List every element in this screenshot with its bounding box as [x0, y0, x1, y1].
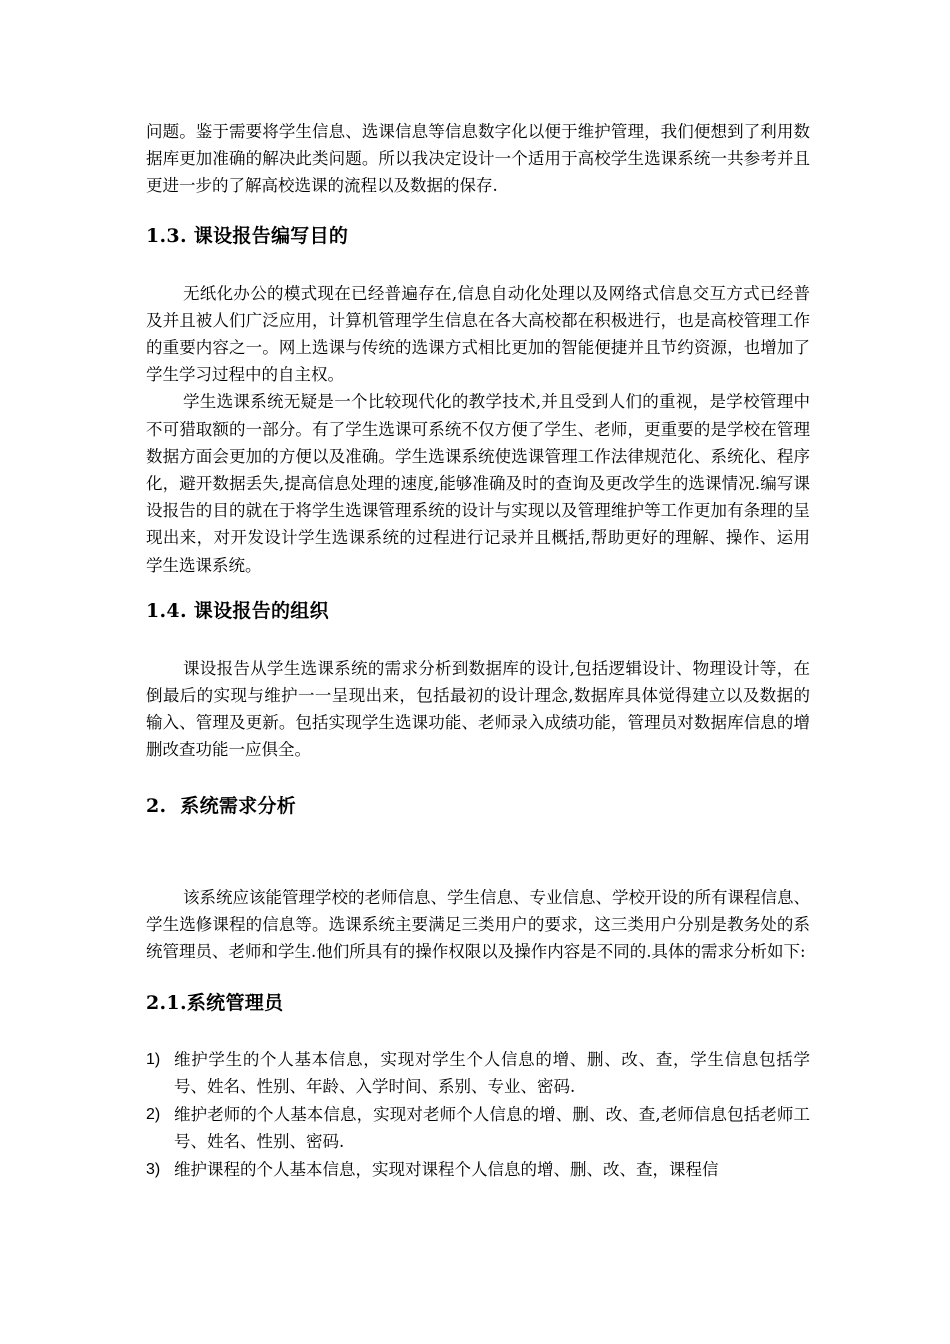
section-1-4-title: 课设报告的组织 — [193, 599, 329, 622]
section-2-heading — [146, 792, 810, 820]
list-item-text: 维护学生的个人基本信息，实现对学生个人信息的增、删、改、查，学生信息包括学号、姓名、性别、年龄、入学时间、系别、专业、密码. — [174, 1050, 810, 1096]
list-item-marker: 2) — [146, 1106, 161, 1124]
section-1-4-paragraph-1: 课设报告从学生选课系统的需求分析到数据库的设计,包括逻辑设计、物理设计等，在倒最后的实现与维护一一呈现出来，包括最初的设计理念,数据库具体觉得建立以及数据的输入、管理及更新。包括实现学生选课功能、老师录入成绩功能，管理员对数据库信息的增删改查功能一应俱全。 — [146, 658, 810, 760]
list-item-text: 维护老师的个人基本信息，实现对老师个人信息的增、删、改、查,老师信息包括老师工号、姓名、性别、密码. — [174, 1105, 810, 1151]
list-item — [146, 1157, 810, 1184]
list-item-marker: 3) — [146, 1161, 161, 1179]
intro-paragraph: 问题。鉴于需要将学生信息、选课信息等信息数字化以便于维护管理，我们便想到了利用数据库更加准确的解决此类问题。所以我决定设计一个适用于高校学生选课系统一共参考并且更进一步的了解高校选课的流程以及数据的保存. — [146, 122, 810, 196]
section-1-3-title: 课设报告编写目的 — [193, 224, 349, 247]
section-1-3-heading — [146, 222, 810, 250]
section-2-1-number: 2.1. — [146, 992, 187, 1015]
admin-duties-list — [146, 1047, 810, 1184]
section-1-4-number: 1.4. — [146, 599, 187, 622]
section-1-3-paragraph-2: 学生选课系统无疑是一个比较现代化的教学技术,并且受到人们的重视，是学校管理中不可猎取额的一部分。有了学生选课可系统不仅方便了学生、老师，更重要的是学校在管理数据方面会更加的方便以及准确。学生选课系统使选课管理工作法律规范化、系统化、程序化，避开数据丢失,提高信息处理的速度,能够准确及时的查询及更改学生的选课情况.编写课设报告的目的就在于将学生选课管理系统的设计与实现以及管理维护等工作更加有条理的呈现出来，对开发设计学生选课系统的过程进行记录并且概括,帮助更好的理解、操作、运用学生选课系统。 — [146, 392, 810, 575]
list-item — [146, 1102, 810, 1155]
section-2-1-heading — [146, 989, 810, 1017]
section-2-paragraph-1: 该系统应该能管理学校的老师信息、学生信息、专业信息、学校开设的所有课程信息、学生选修课程的信息等。选课系统主要满足三类用户的要求，这三类用户分别是教务处的系统管理员、老师和学生.他们所具有的操作权限以及操作内容是不同的.具体的需求分析如下: — [146, 887, 810, 962]
list-item — [146, 1047, 810, 1100]
list-item-text: 维护课程的个人基本信息，实现对课程个人信息的增、删、改、查，课程信 — [174, 1160, 719, 1180]
section-1-4-heading — [146, 597, 810, 625]
document-page — [146, 118, 810, 1184]
list-item-marker: 1) — [146, 1051, 161, 1069]
section-2-title: 系统需求分析 — [180, 794, 297, 817]
section-2-1-title: 系统管理员 — [186, 992, 284, 1015]
section-1-3-number: 1.3. — [146, 224, 187, 247]
section-1-3-paragraph-1: 无纸化办公的模式现在已经普遍存在,信息自动化处理以及网络式信息交互方式已经普及并且被人们广泛应用，计算机管理学生信息在各大高校都在积极进行，也是高校管理工作的重要内容之一。网上选课与传统的选课方式相比更加的智能便捷并且节约资源，也增加了学生学习过程中的自主权。 — [146, 283, 810, 385]
section-2-number: 2. — [146, 794, 167, 817]
